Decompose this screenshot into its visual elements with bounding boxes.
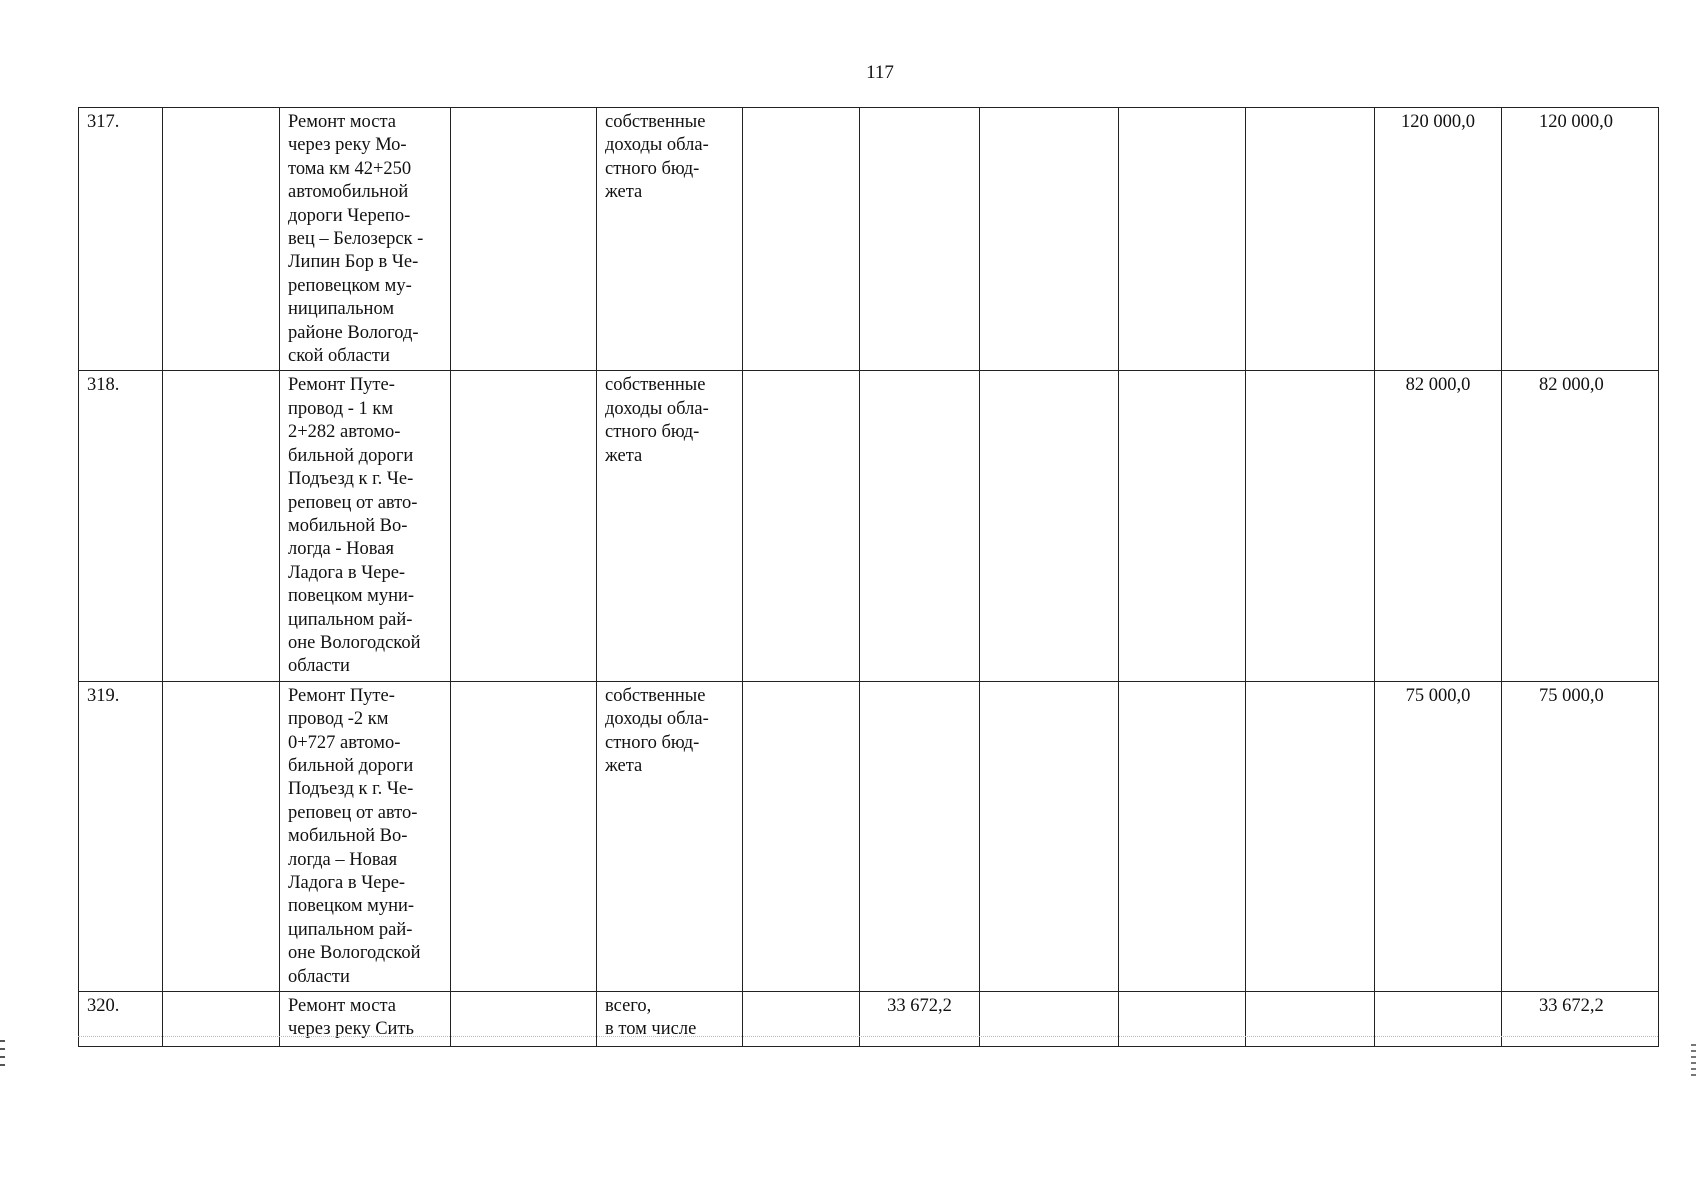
amount-total <box>860 681 980 991</box>
empty-cell <box>743 108 860 371</box>
empty-cell <box>1246 681 1375 991</box>
empty-cell <box>451 992 597 1047</box>
object-description: Ремонт Путе- провод - 1 км 2+282 автомо- бильной дороги Подъезд к г. Че- реповец от авто- мобильной Во- логда - Новая Ладога в Чере- повецком муни- ципальном рай- оне Вологодской области <box>280 371 451 681</box>
empty-cell <box>1119 992 1246 1047</box>
empty-cell <box>743 992 860 1047</box>
funding-source: собственные доходы обла- стного бюд- жета <box>597 681 743 991</box>
empty-cell <box>163 371 280 681</box>
funding-source: собственные доходы обла- стного бюд- жета <box>597 108 743 371</box>
funding-source: собственные доходы обла- стного бюд- жета <box>597 371 743 681</box>
object-description: Ремонт моста через реку Сить <box>280 992 451 1047</box>
scan-dotted-line <box>78 1036 1658 1037</box>
empty-cell <box>980 681 1119 991</box>
page-number: 117 <box>866 62 894 83</box>
table-row <box>79 108 1659 371</box>
row-number: 320. <box>79 992 163 1047</box>
amount-year: 82 000,0 <box>1375 371 1502 681</box>
empty-cell <box>1119 681 1246 991</box>
table-row <box>79 371 1659 681</box>
amount-sum: 82 000,0 <box>1502 371 1659 681</box>
empty-cell <box>980 992 1119 1047</box>
empty-cell <box>451 108 597 371</box>
empty-cell <box>451 371 597 681</box>
amount-total <box>860 108 980 371</box>
table-row <box>79 681 1659 991</box>
scan-edge-marks <box>0 1040 6 1190</box>
table-row <box>79 992 1659 1047</box>
row-number: 318. <box>79 371 163 681</box>
empty-cell <box>163 681 280 991</box>
amount-year: 120 000,0 <box>1375 108 1502 371</box>
empty-cell <box>163 992 280 1047</box>
empty-cell <box>980 371 1119 681</box>
empty-cell <box>1246 992 1375 1047</box>
funding-source: всего, в том числе <box>597 992 743 1047</box>
empty-cell <box>451 681 597 991</box>
budget-table <box>78 107 1659 1047</box>
scan-edge-marks-right <box>1691 1044 1697 1094</box>
empty-cell <box>1246 108 1375 371</box>
empty-cell <box>163 108 280 371</box>
empty-cell <box>1119 108 1246 371</box>
empty-cell <box>980 108 1119 371</box>
row-number: 317. <box>79 108 163 371</box>
amount-year <box>1375 992 1502 1047</box>
amount-total: 33 672,2 <box>860 992 980 1047</box>
amount-sum: 33 672,2 <box>1502 992 1659 1047</box>
object-description: Ремонт моста через реку Мо- тома км 42+250 автомобильной дороги Черепо- вец – Белозерск - Липин Бор в Че- реповецком му- ниципальном районе Вологод- ской области <box>280 108 451 371</box>
row-number: 319. <box>79 681 163 991</box>
amount-year: 75 000,0 <box>1375 681 1502 991</box>
amount-total <box>860 371 980 681</box>
empty-cell <box>743 371 860 681</box>
object-description: Ремонт Путе- провод -2 км 0+727 автомо- бильной дороги Подъезд к г. Че- реповец от авто- мобильной Во- логда – Новая Ладога в Чере- повецком муни- ципальном рай- оне Вологодской области <box>280 681 451 991</box>
amount-sum: 120 000,0 <box>1502 108 1659 371</box>
empty-cell <box>1119 371 1246 681</box>
amount-sum: 75 000,0 <box>1502 681 1659 991</box>
empty-cell <box>1246 371 1375 681</box>
empty-cell <box>743 681 860 991</box>
